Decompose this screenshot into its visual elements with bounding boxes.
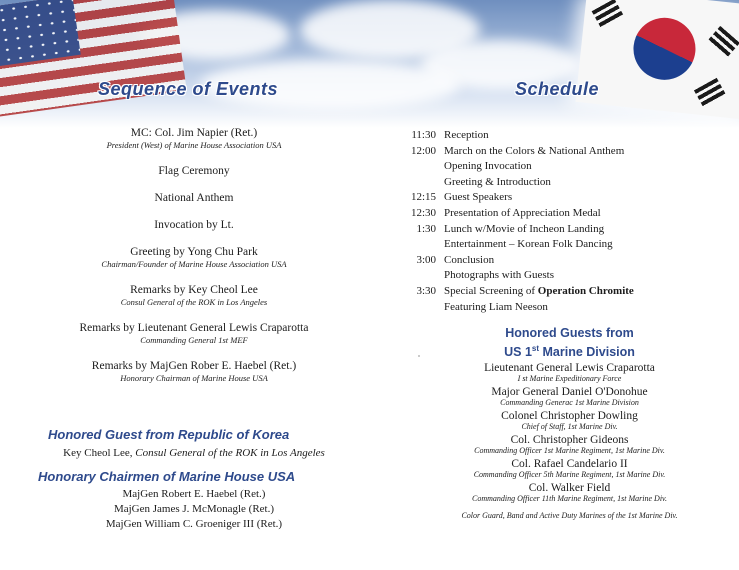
sequence-list <box>18 126 370 397</box>
us-guest-role: Commanding Officer 11th Marine Regiment, 1st Marine Div. <box>471 494 667 504</box>
schedule-time: 12:00 <box>410 144 436 157</box>
us-guests-heading-line1: Honored Guests from <box>505 326 634 340</box>
schedule-desc <box>444 284 739 300</box>
korea-guest-heading: Honored Guest from Republic of Korea <box>48 427 290 442</box>
us-guest-name: Major General Daniel O'Donohue <box>491 386 648 399</box>
schedule-time: 12:30 <box>410 206 436 219</box>
us-guest-item <box>400 458 739 480</box>
schedule-time <box>394 300 444 316</box>
sequence-item <box>18 218 370 232</box>
sequence-item-title: Remarks by MajGen Rober E. Haebel (Ret.) <box>91 360 297 372</box>
korea-guest-line <box>18 446 370 460</box>
schedule-desc: Photographs with Guests <box>444 269 554 282</box>
schedule-time: 3:30 <box>416 284 436 297</box>
us-guest-item <box>400 434 739 456</box>
honorary-name: MajGen Robert E. Haebel (Ret.) <box>122 488 266 500</box>
us-guests-heading-line2 <box>400 341 739 360</box>
schedule-heading: Schedule <box>515 79 600 99</box>
sequence-item-title: Flag Ceremony <box>158 165 230 177</box>
us-honored-guests <box>400 326 739 520</box>
schedule-desc: Greeting & Introduction <box>444 175 551 188</box>
us-guest-role: Commanding Officer 5th Marine Regiment, 1st Marine Div. <box>473 470 666 480</box>
schedule-row <box>394 144 739 160</box>
sequence-item-subtitle: President (West) of Marine House Association USA <box>106 140 282 150</box>
us-guests-heading-pre: US 1 <box>504 345 532 360</box>
honorary-chairmen-heading: Honorary Chairmen of Marine House USA <box>38 469 296 484</box>
color-guard-note: Color Guard, Band and Active Duty Marines of the 1st Marine Div. <box>461 511 678 521</box>
sequence-item-subtitle: Consul General of the ROK in Los Angeles <box>120 297 268 307</box>
schedule-desc-text: Special Screening of <box>444 284 536 297</box>
sequence-item <box>18 359 370 384</box>
schedule-row <box>394 237 739 253</box>
schedule-desc: Reception <box>444 129 489 141</box>
us-guest-name: Col. Christopher Gideons <box>510 434 629 447</box>
us-guest-role: I st Marine Expeditionary Force <box>517 374 622 384</box>
schedule-desc: Guest Speakers <box>444 191 513 204</box>
schedule-time: 11:30 <box>411 129 436 141</box>
korea-guest-name: Key Cheol Lee, <box>63 447 133 459</box>
sequence-item-title: Greeting by Yong Chu Park <box>130 246 258 258</box>
schedule-row <box>394 206 739 222</box>
sequence-item-title: Invocation by Lt. <box>154 219 234 231</box>
schedule-desc: Opening Invocation <box>444 160 532 173</box>
schedule-row <box>394 159 739 175</box>
schedule-time <box>394 159 444 175</box>
sequence-item-title: National Anthem <box>154 192 234 204</box>
sequence-item <box>18 245 370 270</box>
us-guests-heading-post: Marine Division <box>539 345 635 360</box>
sequence-item-title: MC: Col. Jim Napier (Ret.) <box>130 127 258 139</box>
honorary-name: MajGen William C. Groeniger III (Ret.) <box>105 518 283 530</box>
schedule-time <box>394 268 444 284</box>
schedule-desc: Lunch w/Movie of Incheon Landing <box>444 222 605 235</box>
us-guest-item <box>400 482 739 504</box>
schedule-row <box>394 175 739 191</box>
sequence-item-subtitle: Honorary Chairman of Marine House USA <box>120 373 268 383</box>
sequence-item <box>18 164 370 178</box>
sequence-item <box>18 283 370 308</box>
us-guests-heading-sup: st <box>531 344 540 353</box>
sequence-item-subtitle: Commanding General 1st MEF <box>140 335 248 345</box>
korea-flag-image <box>575 0 739 120</box>
schedule-desc: Presentation of Appreciation Medal <box>444 206 601 219</box>
schedule-row <box>394 284 739 300</box>
honorary-name: MajGen James J. McMonagle (Ret.) <box>113 503 275 515</box>
schedule-row <box>394 253 739 269</box>
movie-title: Operation Chromite <box>537 284 634 297</box>
sequence-item <box>18 321 370 346</box>
korea-guest-role: Consul General of the ROK in Los Angeles <box>135 447 325 459</box>
schedule-time <box>394 175 444 191</box>
sequence-item-subtitle: Chairman/Founder of Marine House Association USA <box>101 259 287 269</box>
schedule-row <box>394 300 739 316</box>
sequence-item-title: Remarks by Key Cheol Lee <box>130 284 258 296</box>
schedule-time: 3:00 <box>416 253 436 266</box>
schedule-row <box>394 128 739 144</box>
us-guest-role: Commanding Officer 1st Marine Regiment, 1st Marine Div. <box>474 446 665 456</box>
sequence-item <box>18 191 370 205</box>
schedule-desc: March on the Colors & National Anthem <box>444 144 625 157</box>
sequence-item-title: Remarks by Lieutenant General Lewis Craparotta <box>79 322 309 334</box>
schedule-row <box>394 222 739 238</box>
us-guest-role: Commanding Generac 1st Marine Division <box>500 398 639 408</box>
header-banner <box>0 0 739 128</box>
us-guest-item <box>400 410 739 432</box>
schedule-row <box>394 190 739 206</box>
sequence-item <box>18 126 370 151</box>
schedule-time: 1:30 <box>416 222 436 235</box>
us-guest-name: Colonel Christopher Dowling <box>501 410 638 423</box>
schedule-desc: Featuring Liam Neeson <box>444 300 548 313</box>
us-guest-name: Lieutenant General Lewis Craparotta <box>484 362 655 375</box>
schedule-time: 12:15 <box>410 191 436 204</box>
us-guest-name: Col. Rafael Candelario II <box>511 458 628 471</box>
us-guest-item <box>400 362 739 384</box>
sequence-of-events-heading: Sequence of Events <box>98 79 279 99</box>
us-guest-item <box>400 386 739 408</box>
schedule-desc: Conclusion <box>444 253 495 266</box>
schedule-time <box>394 237 444 253</box>
us-guest-role: Chief of Staff, 1st Marine Div. <box>521 422 618 432</box>
us-guest-name: Col. Walker Field <box>528 482 611 495</box>
schedule-row <box>394 268 739 284</box>
schedule-desc: Entertainment – Korean Folk Dancing <box>444 238 613 251</box>
schedule-list <box>394 128 739 315</box>
